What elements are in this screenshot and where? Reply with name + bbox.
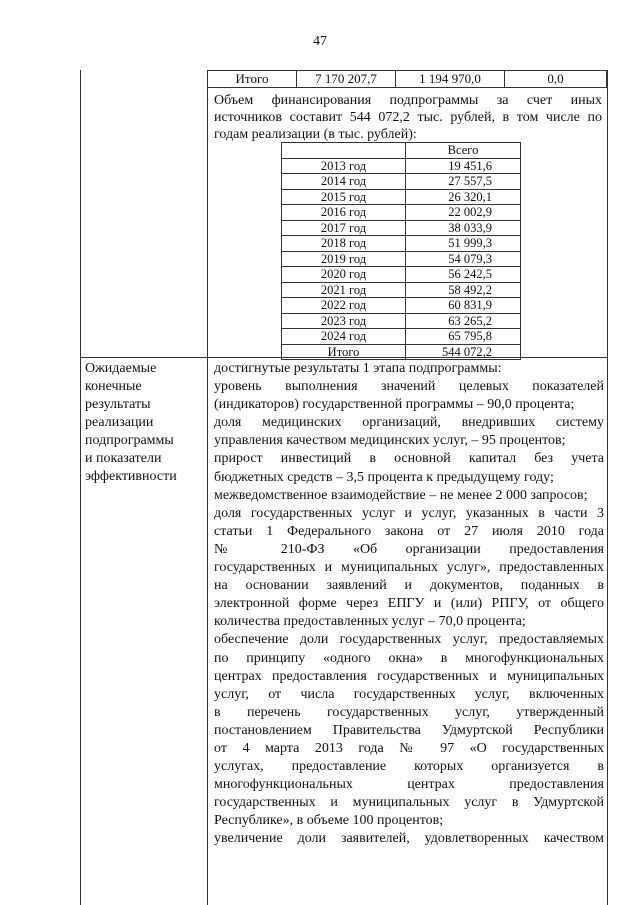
result-line: бюджетных средств – 3,5 процента к предыдущему году;: [214, 469, 554, 485]
year-table-row: [282, 158, 521, 174]
year-cell: 2020 год: [282, 267, 406, 283]
result-line: статьи 1 Федерального закона от 27 июля 2010 года: [214, 523, 604, 539]
result-line: обеспечение доли государственных услуг, предоставляемых: [214, 632, 604, 648]
result-line: доля медицинских организаций, внедривших систему: [214, 415, 604, 431]
year-table-row: [282, 251, 521, 267]
expected-results-label-line: подпрограммы: [85, 433, 174, 448]
year-cell: 2019 год: [282, 251, 406, 267]
result-line: доля государственных услуг и услуг, указанных в части 3: [214, 505, 604, 521]
year-cell: 2022 год: [282, 298, 406, 314]
value-cell: 22 002,9: [406, 205, 521, 221]
itogo-budget: 1 194 970,0: [396, 71, 505, 88]
value-cell: 63 265,2: [406, 313, 521, 329]
year-cell: 2017 год: [282, 220, 406, 236]
year-table-header: [282, 143, 521, 159]
value-cell: 27 557,5: [406, 174, 521, 190]
value-cell: 544 072,2: [406, 344, 521, 360]
result-line: увеличение доли заявителей, удовлетворенных качеством: [214, 831, 604, 847]
year-cell: 2014 год: [282, 174, 406, 190]
result-line: услугах, предоставление которых организуется в: [214, 759, 604, 775]
expected-results-label-line: эффективности: [85, 469, 177, 484]
result-line: в перечень государственных услуг, утвержденный: [214, 704, 604, 720]
expected-results-label-line: реализации: [85, 415, 154, 430]
year-table-row: [282, 220, 521, 236]
result-line: № 210-ФЗ «Об организации предоставления: [214, 541, 604, 557]
result-line: управления качеством медицинских услуг, – 95 процентов;: [214, 433, 566, 449]
financing-line: Объем финансирования подпрограммы за счет иных: [214, 93, 602, 108]
value-cell: 65 795,8: [406, 329, 521, 345]
result-line: электронной форме через ЕПГУ и (или) РПГУ, от общего: [214, 596, 604, 612]
result-line: услуг, от числа государственных услуг, включенных: [214, 686, 604, 702]
year-cell: 2015 год: [282, 189, 406, 205]
result-line: достигнутые результаты 1 этапа подпрограммы:: [214, 361, 502, 376]
result-line: уровень выполнения значений целевых показателей: [214, 379, 604, 395]
year-cell: 2024 год: [282, 329, 406, 345]
year-cell: 2013 год: [282, 158, 406, 174]
year-cell: 2016 год: [282, 205, 406, 221]
passport-table: [80, 70, 608, 905]
year-table-row: [282, 205, 521, 221]
year-table-row: [282, 329, 521, 345]
result-line: количества предоставленных услуг – 70,0 процента;: [214, 614, 526, 630]
result-line: государственных и муниципальных услуг», предоставленных: [214, 560, 604, 576]
result-line: от 4 марта 2013 года № 97 «О государственных: [214, 740, 604, 756]
result-line: центрах предоставления государственных и муниципальных: [214, 668, 604, 684]
result-line: государственных и муниципальных услуг в Удмуртской: [214, 795, 604, 811]
year-table-row: [282, 236, 521, 252]
itogo-total: 7 170 207,7: [297, 71, 396, 88]
result-line: постановлением Правительства Удмуртской Республики: [214, 722, 604, 738]
value-cell: 54 079,3: [406, 251, 521, 267]
year-table-row: [282, 298, 521, 314]
page-number: 47: [313, 34, 327, 49]
year-table-row: [282, 174, 521, 190]
year-table-row: [282, 313, 521, 329]
year-table-row: [282, 344, 521, 360]
year-table-row: [282, 282, 521, 298]
column-divider: [207, 70, 208, 905]
year-cell: Итого: [282, 344, 406, 360]
year-table-row: [282, 267, 521, 283]
expected-results-label-line: результаты: [85, 397, 151, 412]
year-cell: 2018 год: [282, 236, 406, 252]
value-cell: 51 999,3: [406, 236, 521, 252]
year-table-row: [282, 189, 521, 205]
result-line: на основании заявлений и документов, поданных в: [214, 578, 604, 594]
expected-results-text: [214, 360, 604, 849]
year-cell: 2023 год: [282, 313, 406, 329]
value-cell: 56 242,5: [406, 267, 521, 283]
itogo-label: Итого: [208, 71, 297, 88]
expected-results-label-line: и показатели: [85, 451, 162, 466]
result-line: межведомственное взаимодействие – не менее 2 000 запросов;: [214, 487, 588, 503]
itogo-other: 0,0: [505, 71, 607, 88]
financing-line: источников составит 544 072,2 тыс. рублей, в том числе по: [214, 110, 602, 125]
value-cell: 38 033,9: [406, 220, 521, 236]
result-line: (индикаторов) государственной программы – 90,0 процента;: [214, 397, 575, 413]
year-table-header-total: Всего: [406, 143, 521, 159]
value-cell: 19 451,6: [406, 158, 521, 174]
result-line: Республике», в объеме 100 процентов;: [214, 813, 444, 829]
expected-results-label-line: конечные: [85, 379, 142, 394]
financing-paragraph: [214, 92, 602, 143]
itogo-row: [208, 71, 607, 88]
result-line: многофункциональных центрах предоставления: [214, 777, 604, 793]
financing-line: годам реализации (в тыс. рублей):: [214, 127, 417, 142]
result-line: по принципу «одного окна» в многофункциональных: [214, 650, 604, 666]
expected-results-label-line: Ожидаемые: [85, 361, 157, 376]
value-cell: 58 492,2: [406, 282, 521, 298]
result-line: прирост инвестиций в основной капитал без учета: [214, 451, 604, 467]
value-cell: 60 831,9: [406, 298, 521, 314]
year-cell: 2021 год: [282, 282, 406, 298]
expected-results-label: [85, 360, 203, 486]
year-financing-table: [281, 142, 521, 360]
value-cell: 26 320,1: [406, 189, 521, 205]
itogo-row-table: [207, 70, 607, 88]
